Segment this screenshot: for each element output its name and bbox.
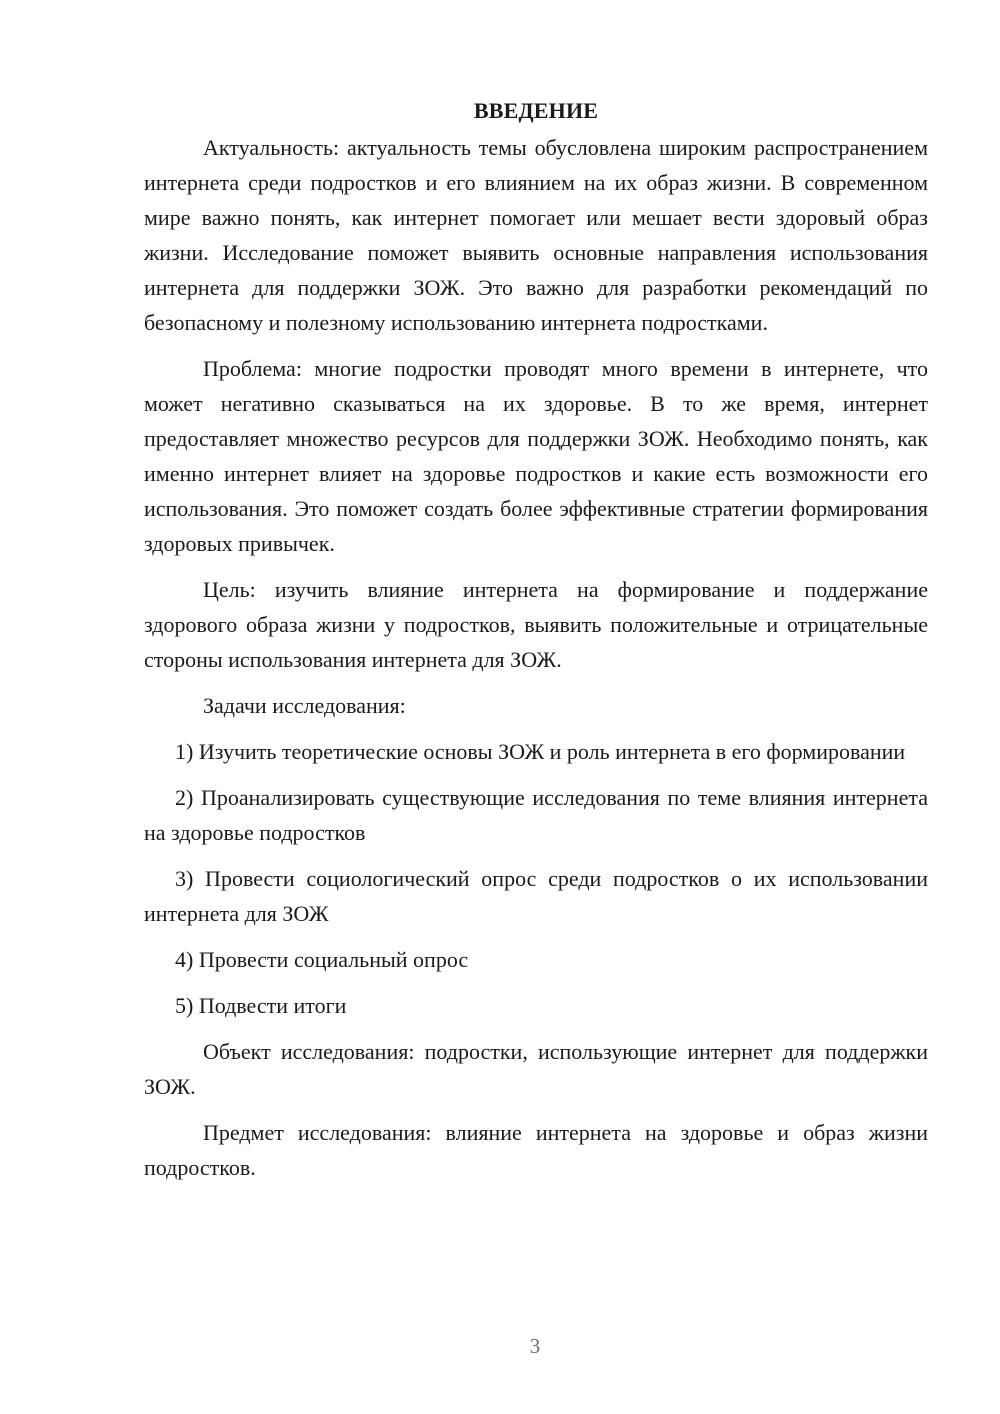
page-number: 3 [529, 1334, 541, 1358]
page-title: ВВЕДЕНИЕ [473, 98, 599, 123]
task-item-4: 4) Провести социальный опрос [175, 947, 469, 972]
subject-paragraph: Предмет исследования: влияние интернета на здоровье и образ жизни подростков. [144, 1120, 928, 1180]
object-paragraph: Объект исследования: подростки, использующие интернет для поддержки ЗОЖ. [144, 1039, 928, 1099]
task-item-1: 1) Изучить теоретические основы ЗОЖ и роль интернета в его формировании [175, 739, 906, 764]
goal-paragraph: Цель: изучить влияние интернета на формирование и поддержание здорового образа жизни у подростков, выявить положительные и отрицательные стороны использования интернета для ЗОЖ. [144, 577, 928, 672]
task-item-5: 5) Подвести итоги [175, 993, 347, 1018]
relevance-paragraph: Актуальность: актуальность темы обусловлена широким распространением интернета среди подростков и его влиянием на их образ жизни. В современном мире важно понять, как интернет помогает или мешает вести здоровый образ жизни. Исследование поможет выявить основные направления использования интернета для поддержки ЗОЖ. Это важно для разработки рекомендаций по безопасному и полезному использованию интернета подростками. [144, 135, 928, 335]
tasks-heading: Задачи исследования: [203, 693, 406, 718]
problem-paragraph: Проблема: многие подростки проводят много времени в интернете, что может негативно сказываться на их здоровье. В то же время, интернет предоставляет множество ресурсов для поддержки ЗОЖ. Необходимо понять, как именно интернет влияет на здоровье подростков и какие есть возможности его использования. Это поможет создать более эффективные стратегии формирования здоровых привычек. [144, 356, 928, 556]
task-item-2: 2) Проанализировать существующие исследования по теме влияния интернета на здоровье подростков [144, 785, 928, 845]
tasks-list [144, 734, 928, 1023]
task-item-3: 3) Провести социологический опрос среди подростков о их использовании интернета для ЗОЖ [144, 866, 928, 926]
document-body [144, 94, 928, 1196]
